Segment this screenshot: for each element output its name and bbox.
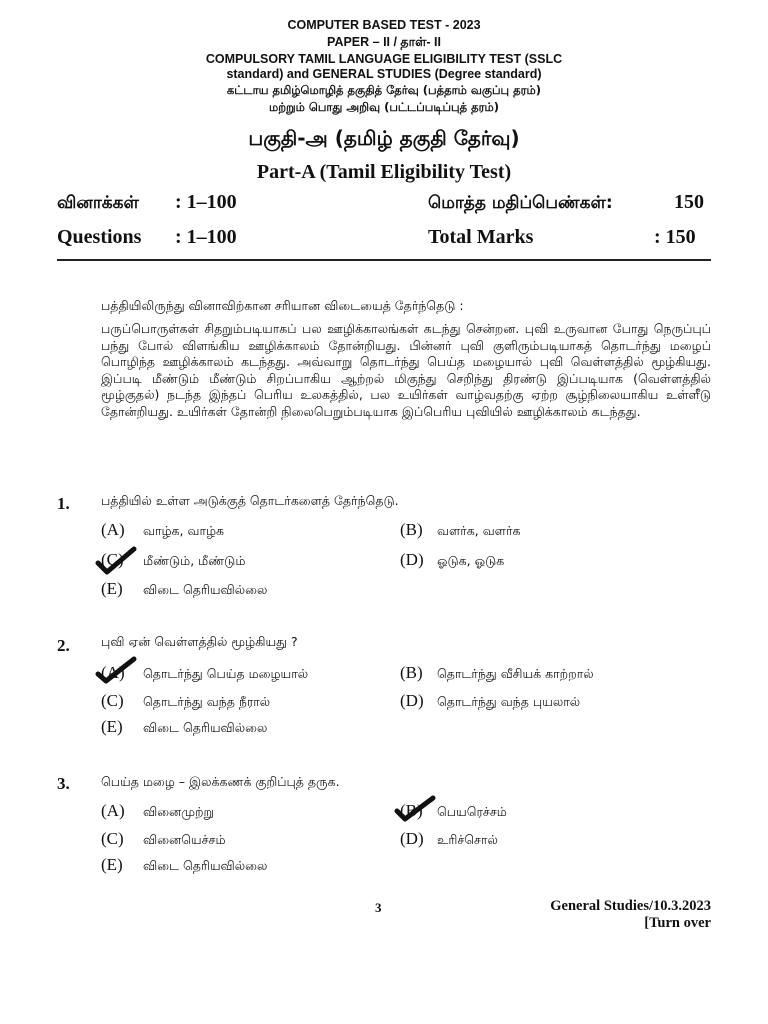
q3-option-a-letter[interactable]: (A): [101, 801, 125, 820]
q3-option-c-letter[interactable]: (C): [101, 829, 124, 848]
q2-option-b-text[interactable]: தொடர்ந்து வீசியக் காற்றால்: [437, 666, 594, 681]
footer-turn-over: [Turn over: [644, 915, 711, 931]
total-marks-value-tamil: 150: [674, 191, 704, 213]
question-2-number: 2.: [57, 636, 70, 655]
header-paper: PAPER – II / தாள்- II: [327, 35, 441, 49]
footer-paper-code: General Studies/10.3.2023: [550, 898, 711, 914]
q3-answer-tick-mark-icon: [393, 795, 437, 825]
q1-option-e-text[interactable]: விடை தெரியவில்லை: [143, 582, 268, 597]
total-marks-value-english: : 150: [654, 226, 696, 248]
q3-option-d-letter[interactable]: (D): [400, 829, 424, 848]
question-1-text: பத்தியில் உள்ள அடுக்குத் தொடர்களைத் தேர்ந்தெடு.: [101, 493, 399, 508]
question-2-text: புவி ஏன் வெள்ளத்தில் மூழ்கியது ?: [101, 634, 298, 649]
header-exam-name-tamil-line1: கட்டாய தமிழ்மொழித் தகுதித் தேர்வு (பத்தாம் வகுப்பு தரம்): [226, 83, 542, 97]
q2-option-e-text[interactable]: விடை தெரியவில்லை: [143, 720, 268, 735]
page-number: 3: [375, 900, 382, 915]
q2-option-e-letter[interactable]: (E): [101, 717, 123, 736]
questions-label-tamil: வினாக்கள்: [57, 193, 139, 213]
q1-option-b-letter[interactable]: (B): [400, 520, 423, 539]
q2-option-a-letter[interactable]: (A): [101, 663, 125, 682]
q2-option-c-text[interactable]: தொடர்ந்து வந்த நீரால்: [143, 694, 271, 709]
part-title-tamil: பகுதி-அ (தமிழ் தகுதி தேர்வு): [248, 126, 520, 150]
questions-range-english: : 1–100: [175, 226, 237, 248]
question-1-number: 1.: [57, 494, 70, 513]
q2-option-d-text[interactable]: தொடர்ந்து வந்த புயலால்: [437, 694, 581, 709]
q3-option-c-text[interactable]: வினையெச்சம்: [143, 832, 226, 847]
q2-option-d-letter[interactable]: (D): [400, 691, 424, 710]
q1-answer-tick-mark-icon: [94, 546, 138, 576]
q3-option-d-text[interactable]: உரிச்சொல்: [437, 832, 498, 847]
q2-option-c-letter[interactable]: (C): [101, 691, 124, 710]
total-marks-label-tamil: மொத்த மதிப்பெண்கள்:: [428, 193, 613, 213]
questions-range-tamil: : 1–100: [175, 191, 237, 213]
q2-option-b-letter[interactable]: (B): [400, 663, 423, 682]
q2-option-a-text[interactable]: தொடர்ந்து பெய்த மழையால்: [143, 666, 309, 681]
q3-option-e-letter[interactable]: (E): [101, 855, 123, 874]
instruction-text: பத்தியிலிருந்து வினாவிற்கான சரியான விடையைத் தேர்ந்தெடு :: [101, 298, 464, 313]
q1-option-d-text[interactable]: ஓடுக, ஓடுக: [437, 553, 505, 568]
reading-passage: பருப்பொருள்கள் சிதறும்படியாகப் பல ஊழிக்காலங்கள் கடந்து சென்றன. புவி உருவான போது நெருப்புப் பந்து போல் விளங்கிய ஊழிக்காலம் தோன்றியது. பின்னர் புவி குளிரும்படியாகத் தொடர்ந்து மழைப் பொழிந்த ஊழிக்காலம் கடந்தது. அவ்வாறு தொடர்ந்து பெய்த மழையால் புவி வெள்ளத்தில் மூழ்கியது. இப்படி மீண்டும் மீண்டும் சிறப்பாகிய ஆற்றல் மிகுந்து செறிந்து திரண்டு இப்படியாக (வெள்ளத்தில் மூழ்குதல்) நடந்த இந்தப் பெரிய உலகத்தில், பல உயிர்கள் வாழ்வதற்கு ஏற்ற சூழ்நிலையாகிய உள்ளீடு தோன்றியது. உயிர்கள் தோன்றி நிலைபெறும்படியாக இப்பெரிய புவியில் ஊழிக்காலம் கடந்தது.: [101, 321, 711, 419]
q3-option-b-letter[interactable]: (B): [400, 801, 423, 820]
question-3-number: 3.: [57, 774, 70, 793]
q1-option-c-text[interactable]: மீண்டும், மீண்டும்: [143, 553, 246, 568]
q1-option-b-text[interactable]: வளர்க, வளர்க: [437, 523, 521, 538]
header-exam-name-tamil-line2: மற்றும் பொது அறிவு (பட்டப்படிப்புத் தரம்): [268, 100, 500, 114]
q3-option-e-text[interactable]: விடை தெரியவில்லை: [143, 858, 268, 873]
question-3-text: பெய்த மழை – இலக்கணக் குறிப்புத் தருக.: [101, 774, 340, 789]
q1-option-e-letter[interactable]: (E): [101, 579, 123, 598]
total-marks-label-english: Total Marks: [428, 226, 534, 248]
q1-option-a-text[interactable]: வாழ்க, வாழ்க: [143, 523, 225, 538]
q3-option-a-text[interactable]: வினைமுற்று: [143, 804, 215, 819]
q3-option-b-text[interactable]: பெயரெச்சம்: [437, 804, 507, 819]
q2-answer-tick-mark-icon: [94, 656, 138, 686]
header-test-title: COMPUTER BASED TEST - 2023: [287, 18, 481, 32]
questions-label-english: Questions: [57, 226, 142, 248]
header-exam-name-line1: COMPULSORY TAMIL LANGUAGE ELIGIBILITY TEST (SSLC: [205, 52, 563, 66]
header-divider: [57, 259, 711, 261]
header-exam-name-line2: standard) and GENERAL STUDIES (Degree standard): [226, 67, 542, 81]
q1-option-c-letter[interactable]: (C): [101, 550, 124, 569]
q1-option-d-letter[interactable]: (D): [400, 550, 424, 569]
q1-option-a-letter[interactable]: (A): [101, 520, 125, 539]
part-title-english: Part-A (Tamil Eligibility Test): [256, 161, 512, 183]
